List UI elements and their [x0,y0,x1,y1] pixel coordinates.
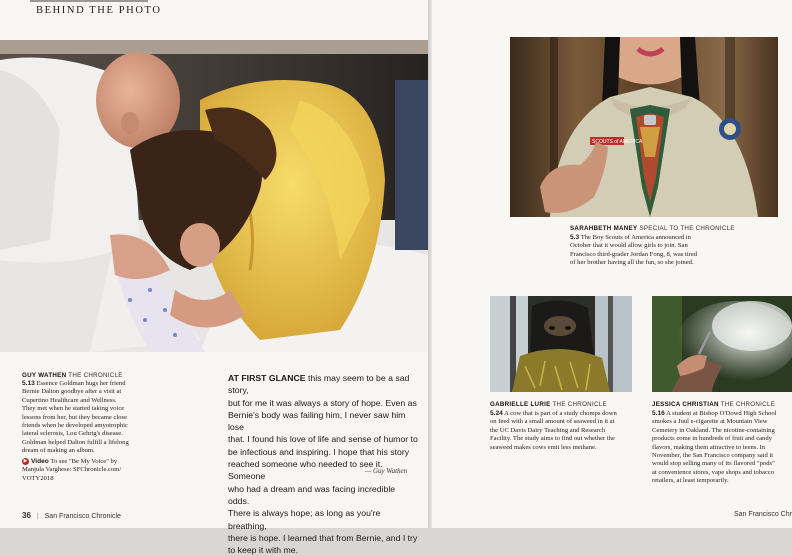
caption-line: would stop selling many of its flavored "pods" [652,460,775,468]
main-photo-hug [0,40,428,352]
essay-line: there is hope. I learned that from Bernie, and I try [228,532,418,543]
photographer-name: GUY WATHEN [22,372,67,379]
page-number: 36 [22,511,31,520]
essay-line: be infectious and inspiring. I hope that his story [228,446,410,457]
caption-line: retailers, at least temporarily. [652,477,729,485]
right-page [432,0,792,528]
caption-number: 5.13 [22,380,35,387]
photographer-org: SPECIAL TO THE CHRONICLE [639,225,735,232]
cow-photo [490,296,632,392]
photographer-name: JESSICA CHRISTIAN [652,401,719,408]
caption-line: products come in hundreds of fruit and candy [652,435,772,443]
caption-line: flavors, making them attractive to teens. In [652,443,766,451]
caption-line: Cupertino Healthcare and Wellness. [22,396,117,404]
credit-scout-photo [570,225,735,232]
caption-line: friends when he developed amyotrophic [22,422,128,430]
essay [228,372,418,556]
essay-line: There is always hope; as long as you're breathing, [228,508,381,531]
caption-line: Francisco third-grader Jordan Fong, 8, was tired [570,250,698,258]
vape-photo [652,296,792,392]
caption-number: 5.24 [490,410,503,417]
photographer-org: THE CHRONICLE [720,401,776,408]
caption-line: dream of making an album. [22,447,95,455]
title-rule [30,0,148,2]
caption-line: A cow that is part of a study chomps down [504,410,617,417]
caption-line: smokes a Juul e-cigarette at Mountain View [652,418,768,426]
caption-line: on feed with a small amount of seaweed in it at [490,418,615,426]
essay-line: Bernie's body was failing him, I never saw him lose [228,409,406,433]
folio-right [734,511,792,518]
credit-cow-photo [490,401,607,408]
caption-line: Facility. The study aims to find out whether the [490,435,615,443]
essay-line: but for me it was always a story of hope. Even as [228,397,417,408]
video-line: VOTY2018 [22,474,54,482]
caption-line: of her brother having all the fun, so she joined. [570,259,694,267]
caption-cow-photo [490,410,640,452]
essay-lead: AT FIRST GLANCE [228,373,306,383]
scouts-patch-text: SCOUTS of AMERICA [592,139,643,145]
caption-line: at convenience stores, vape shops and tobacco [652,468,775,476]
scout-photo [510,37,778,217]
folio-left: 36 | San Francisco Chronicle [22,511,121,520]
caption-line: Bernie Dalton goodbye after a visit at [22,388,122,396]
caption-number: 5.3 [570,234,580,241]
caption-line: A student at Bishop O'Dowd High School [666,410,777,417]
essay-line: reached someone who needed to see it. Someone [228,459,383,482]
photographer-org: THE CHRONICLE [552,401,607,408]
caption-line: seaweed makes cows emit less methane. [490,443,597,451]
caption-vape-photo [652,410,790,486]
caption-line: Cemetery in Oakland. The nicotine-containing [652,426,775,434]
caption-line: lateral sclerosis, Lou Gehrig's disease. [22,430,123,438]
caption-line: They met when he started taking voice [22,405,125,413]
essay-byline: — Guy Wathen [365,467,408,475]
video-line: To see "Be My Voice" by [50,458,118,466]
essay-line: that. I found his love of life and sense of humor to [228,434,418,445]
photographer-org: THE CHRONICLE [68,372,123,379]
caption-line: Essence Goldman hugs her friend [36,380,126,387]
caption-line: October that it would allow girls to join. San [570,242,688,250]
photographer-name: GABRIELLE LURIE [490,401,551,408]
essay-line: to keep it with me. [228,545,299,556]
credit-main-photo [22,372,123,379]
caption-number: 5.16 [652,410,665,417]
publication-name: San Francisco Chronicle [44,513,121,520]
essay-line: who had a dream and was facing incredible odds. [228,483,396,506]
video-label: Video [31,458,49,466]
caption-scout-photo [570,234,740,268]
credit-vape-photo [652,401,775,408]
caption-line: November, the San Francisco company said it [652,452,774,460]
essay-line: this may seem to be a sad story, [228,373,410,396]
section-title: BEHIND THE PHOTO [36,5,162,16]
caption-line: The Boy Scouts of America announced in [580,234,691,241]
video-line: Manjula Varghese: SFChronicle.com/ [22,466,122,474]
caption-main-photo [22,380,172,456]
caption-line: lessons from her, but they became close [22,413,128,421]
caption-line: Goldman helped Dalton fulfill a lifelong [22,438,129,446]
video-note[interactable] [22,458,152,483]
photographer-name: SARAHBETH MANEY [570,225,638,232]
caption-line: the UC Davis Dairy Teaching and Research [490,426,606,434]
play-icon: ▶ [23,459,28,464]
publication-name: San Francisco Chr [734,511,792,518]
